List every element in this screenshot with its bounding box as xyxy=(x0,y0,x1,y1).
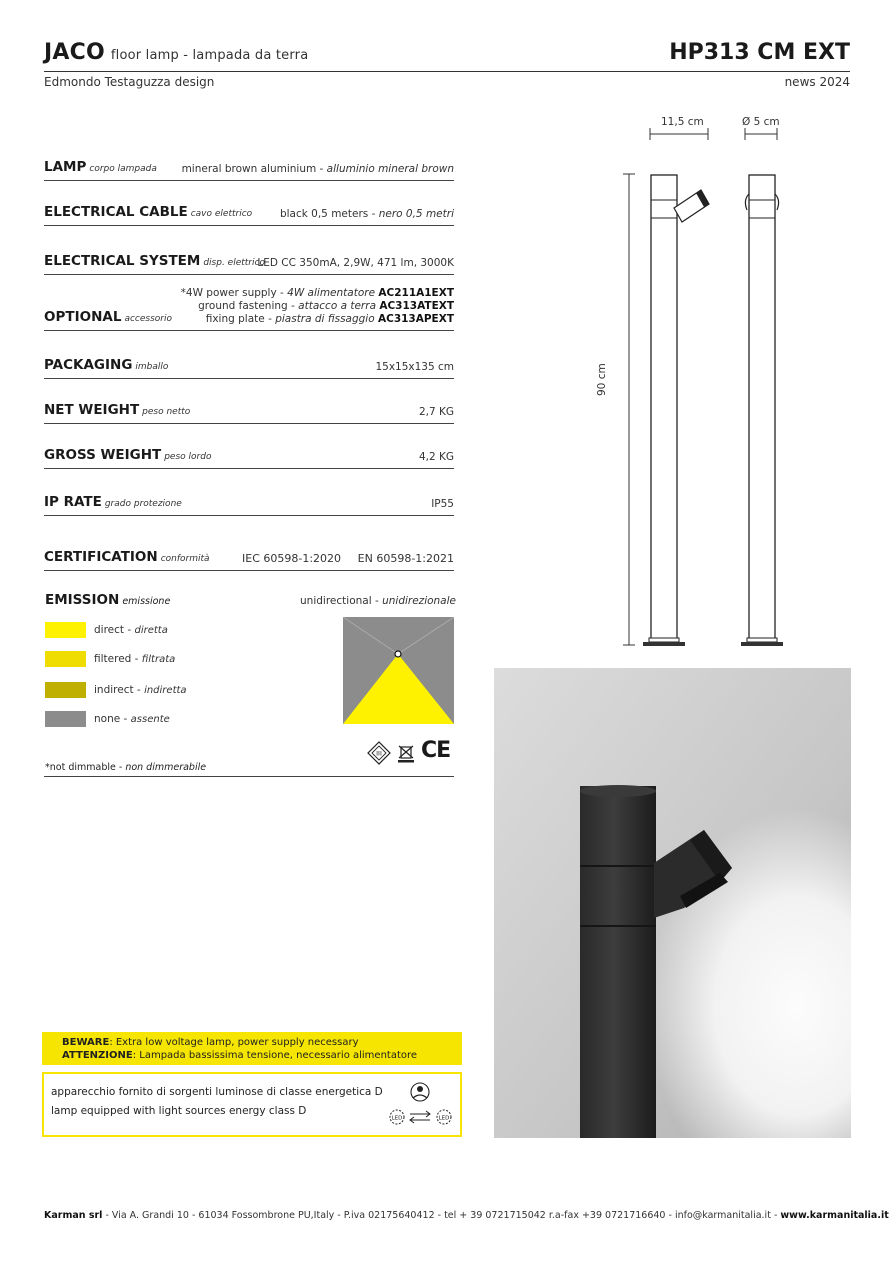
energy-line-it: apparecchio fornito di sorgenti luminose di classe energetica D xyxy=(51,1086,383,1098)
spec-label-it: accessorio xyxy=(124,314,172,324)
legend-swatch xyxy=(45,651,86,667)
spec-value: 2,7 KG xyxy=(418,406,454,418)
energy-line-en: lamp equipped with light sources energy class D xyxy=(51,1105,307,1117)
spec-row-lamp xyxy=(44,150,454,181)
beware-line-en: BEWARE: Extra low voltage lamp, power supply necessary xyxy=(62,1037,359,1048)
spec-label-it: disp. elettrico xyxy=(203,258,265,268)
spec-value: LED CC 350mA, 2,9W, 471 lm, 3000K xyxy=(257,257,454,269)
svg-text:III: III xyxy=(376,749,382,758)
spec-row-optional xyxy=(44,280,454,331)
spec-value: IP55 xyxy=(431,498,454,510)
spec-label-it: cavo elettrico xyxy=(190,209,253,219)
spec-row-certification xyxy=(44,540,454,571)
spec-value-it: alluminio mineral brown xyxy=(326,163,454,175)
header-divider xyxy=(44,71,850,72)
spec-value: mineral brown aluminium - xyxy=(181,163,327,175)
legend-item-none: none - assente xyxy=(45,711,170,727)
spec-value: 4,2 KG xyxy=(418,451,454,463)
spec-row-packaging xyxy=(44,348,454,379)
designer: Edmondo Testaguzza design xyxy=(44,75,215,89)
legend-item-indirect: indirect - indiretta xyxy=(45,682,187,698)
legend-swatch xyxy=(45,622,86,638)
class-iii-icon xyxy=(367,741,391,765)
waste-bin-crossed-icon xyxy=(397,743,415,763)
emission-value: unidirectional - unidirezionale xyxy=(300,595,456,607)
beware-banner xyxy=(42,1032,462,1065)
spec-label: ELECTRICAL SYSTEM xyxy=(44,253,201,269)
product-photo xyxy=(494,668,851,1138)
spec-label: IP RATE xyxy=(44,494,102,510)
led-label: LED xyxy=(391,1115,403,1122)
spec-label-it: grado protezione xyxy=(104,499,182,509)
certification-standard: IEC 60598-1:2020 xyxy=(242,552,342,565)
footer-website-link[interactable]: www.karmanitalia.it xyxy=(780,1210,889,1221)
spec-label: LAMP xyxy=(44,159,87,175)
optional-item: fixing plate - piastra di fissaggio AC313APEXT xyxy=(205,313,454,325)
spec-label-it: peso lordo xyxy=(164,452,212,462)
spec-label: PACKAGING xyxy=(44,357,133,373)
spec-label-it: conformità xyxy=(160,554,210,564)
emission-label: EMISSION emissione xyxy=(45,592,171,608)
spec-row-net-weight xyxy=(44,393,454,424)
spec-row-electrical-system xyxy=(44,244,454,275)
footer-address: - Via A. Grandi 10 - 61034 Fossombrone PU,Italy - P.iva 02175640412 - tel + 39 0721715042 r.a-fax +39 0721716640 - info@karmanitalia.it - xyxy=(102,1210,781,1221)
spec-label: NET WEIGHT xyxy=(44,402,140,418)
dimmable-note: *not dimmable - non dimmerabile xyxy=(45,762,207,773)
spec-label-it: imballo xyxy=(135,362,169,372)
spec-label-it: corpo lampada xyxy=(89,164,157,174)
spec-label: OPTIONAL xyxy=(44,309,122,325)
spec-row-gross-weight xyxy=(44,438,454,469)
beware-line-it: ATTENZIONE: Lampada bassissima tensione, necessario alimentatore xyxy=(62,1050,418,1061)
news-label: news 2024 xyxy=(784,75,850,89)
product-type: floor lamp - lampada da terra xyxy=(110,48,309,63)
legend-swatch xyxy=(45,711,86,727)
spec-row-cable xyxy=(44,195,454,226)
ce-mark-icon: CE xyxy=(421,738,451,763)
legend-item-filtered: filtered - filtrata xyxy=(45,651,175,667)
spec-label: ELECTRICAL CABLE xyxy=(44,204,188,220)
spec-label: CERTIFICATION xyxy=(44,549,158,565)
legend-swatch xyxy=(45,682,86,698)
dimension-width: 11,5 cm xyxy=(661,116,704,128)
emission-diagram xyxy=(343,617,454,724)
spec-label-it: peso netto xyxy=(142,407,191,417)
technical-drawing xyxy=(600,112,800,654)
spec-value: 15x15x135 cm xyxy=(375,361,454,373)
spec-value-it: nero 0,5 metri xyxy=(378,208,454,220)
optional-list xyxy=(181,287,454,326)
spec-row-ip-rate xyxy=(44,485,454,516)
footer xyxy=(44,1210,889,1221)
footer-company: Karman srl xyxy=(44,1210,103,1221)
energy-class-box xyxy=(42,1072,462,1137)
legend-item-direct: direct - diretta xyxy=(45,622,168,638)
note-divider xyxy=(44,776,454,777)
product-code: HP313 CM EXT xyxy=(669,40,850,65)
certification-standard: EN 60598-1:2021 xyxy=(357,552,454,565)
product-name: JACO xyxy=(44,40,105,65)
dimension-height: 90 cm xyxy=(596,363,608,396)
product-title xyxy=(44,40,308,65)
led-label: LED xyxy=(438,1115,450,1122)
optional-item: *4W power supply - 4W alimentatore AC211A1EXT xyxy=(180,287,454,299)
led-replaceable-icon xyxy=(386,1080,458,1130)
spec-label: GROSS WEIGHT xyxy=(44,447,162,463)
dimension-diameter: Ø 5 cm xyxy=(742,116,780,128)
spec-value: black 0,5 meters - xyxy=(279,208,379,220)
optional-item: ground fastening - attacco a terra AC313ATEXT xyxy=(198,300,454,312)
